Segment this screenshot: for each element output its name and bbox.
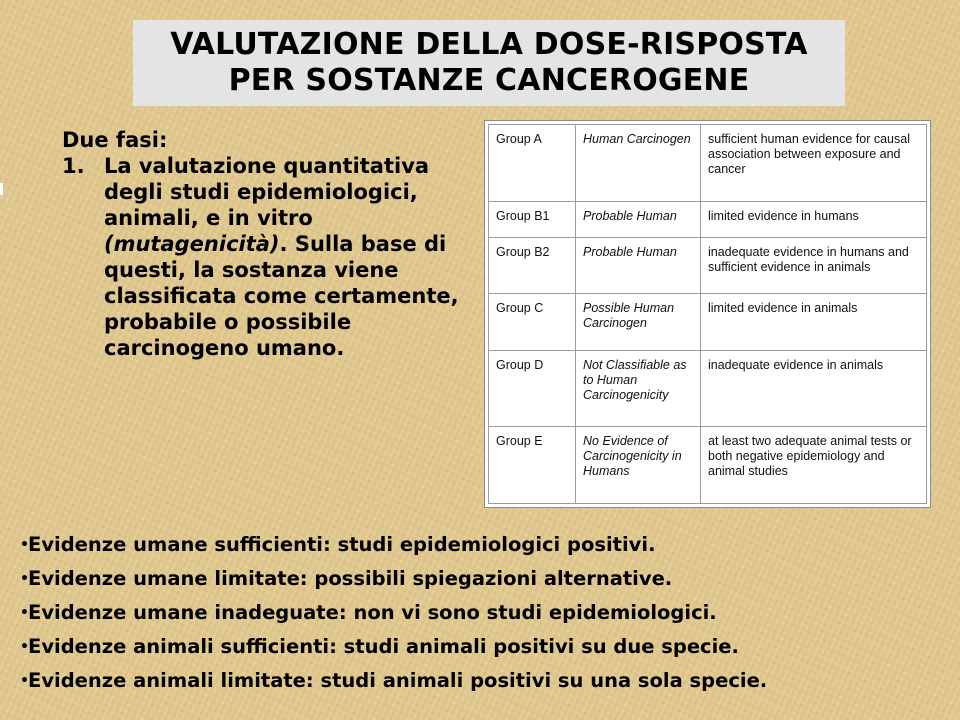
evidence-cell: inadequate evidence in animals [701, 350, 927, 427]
evidence-cell: sufficient human evidence for causal association between exposure and cancer [701, 125, 927, 202]
title-line-1: VALUTAZIONE DELLA DOSE-RISPOSTA [170, 27, 808, 62]
intro-item-1 [62, 153, 472, 361]
evidence-cell: limited evidence in animals [701, 294, 927, 350]
title-box [133, 20, 845, 106]
evidence-cell: inadequate evidence in humans and sufficient evidence in animals [701, 237, 927, 293]
bullet-dot-icon: • [20, 571, 29, 587]
carcinogen-classification-table [484, 120, 931, 508]
category-cell: Probable Human [576, 237, 701, 293]
evidence-bullet-list [20, 528, 950, 698]
table-row [489, 350, 927, 427]
bullet-text: Evidenze umane sufficienti: studi epidemiologici positivi. [28, 533, 656, 556]
bullet-item [20, 528, 950, 562]
evidence-cell: limited evidence in humans [701, 201, 927, 237]
bullet-item [20, 562, 950, 596]
intro-item-text [104, 153, 464, 361]
bullet-text: Evidenze umane limitate: possibili spiegazioni alternative. [28, 567, 673, 590]
intro-text-after: . Sulla base di questi, la sostanza viene classificata come certamente, probabile o possibile carcinogeno umano. [104, 232, 459, 360]
bullet-dot-icon: • [20, 639, 29, 655]
bullet-item [20, 630, 950, 664]
bullet-text: Evidenze animali sufficienti: studi animali positivi su due specie. [28, 635, 739, 658]
intro-text [62, 127, 472, 361]
edge-artifact [0, 183, 3, 195]
groups-table [488, 124, 927, 504]
table-row [489, 201, 927, 237]
bullet-dot-icon: • [20, 673, 29, 689]
intro-text-italic: (mutagenicità) [104, 232, 280, 256]
category-cell: No Evidence of Carcinogenicity in Humans [576, 427, 701, 504]
bullet-item [20, 664, 950, 698]
group-cell: Group D [489, 350, 576, 427]
group-cell: Group E [489, 427, 576, 504]
group-cell: Group B2 [489, 237, 576, 293]
table-body [489, 125, 927, 504]
category-cell: Human Carcinogen [576, 125, 701, 202]
group-cell: Group B1 [489, 201, 576, 237]
evidence-cell: at least two adequate animal tests or both negative epidemiology and animal studies [701, 427, 927, 504]
bullet-text: Evidenze umane inadeguate: non vi sono studi epidemiologici. [28, 601, 717, 624]
group-cell: Group A [489, 125, 576, 202]
table-row [489, 125, 927, 202]
category-cell: Probable Human [576, 201, 701, 237]
bullet-item [20, 596, 950, 630]
table-row [489, 237, 927, 293]
category-cell: Not Classifiable as to Human Carcinogenicity [576, 350, 701, 427]
table-row [489, 427, 927, 504]
intro-text-before: La valutazione quantitativa degli studi epidemiologici, animali, e in vitro [104, 154, 430, 230]
bullet-dot-icon: • [20, 537, 29, 553]
intro-item-number: 1. [62, 154, 85, 178]
group-cell: Group C [489, 294, 576, 350]
title-line-2: PER SOSTANZE CANCEROGENE [228, 63, 750, 98]
category-cell: Possible Human Carcinogen [576, 294, 701, 350]
table-row [489, 294, 927, 350]
bullet-text: Evidenze animali limitate: studi animali positivi su una sola specie. [28, 669, 768, 692]
bullet-dot-icon: • [20, 605, 29, 621]
intro-heading: Due fasi: [62, 128, 168, 152]
